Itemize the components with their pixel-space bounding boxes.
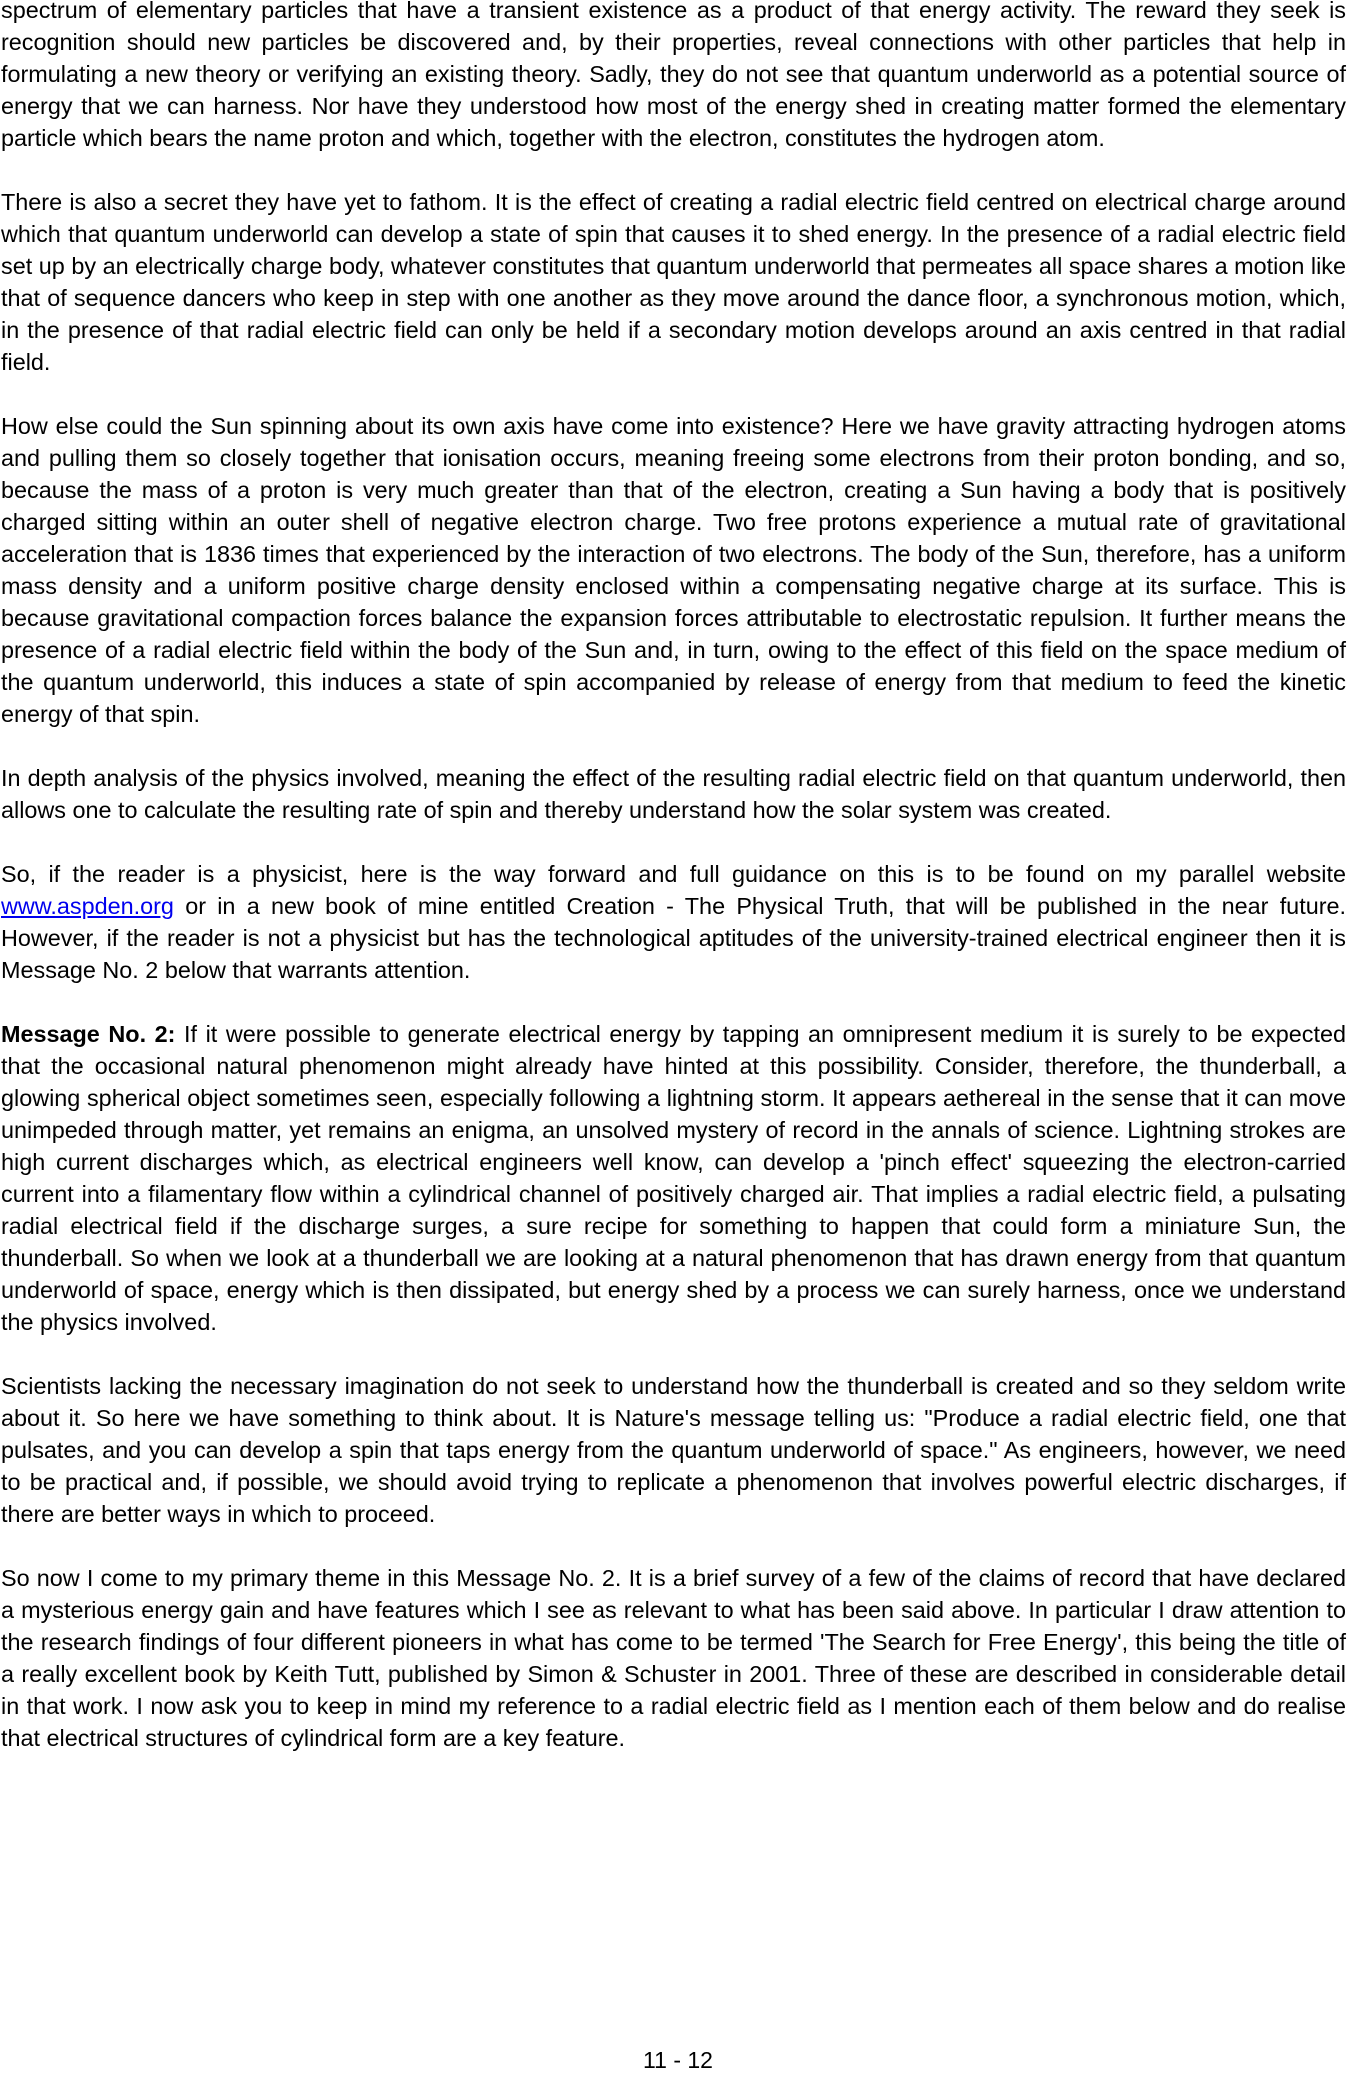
paragraph-3: How else could the Sun spinning about its own axis have come into existence? Here we have gravity attracting hydrogen atoms and pulling them so closely together that ionisation occurs, meaning freeing some electrons from their proton bonding, and so, because the mass of a proton is very much greater than that of the electron, creating a Sun having a body that is positively charged sitting within an outer shell of negative electron charge. Two free protons experience a mutual rate of gravitational acceleration that is 1836 times that experienced by the interaction of two electrons. The body of the Sun, therefore, has a uniform mass density and a uniform positive charge density enclosed within a compensating negative charge at its surface. This is because gravitational compaction forces balance the expansion forces attributable to electrostatic repulsion. It further means the presence of a radial electric field within the body of the Sun and, in turn, owing to the effect of this field on the space medium of the quantum underworld, this induces a state of spin accompanied by release of energy from that medium to feed the kinetic energy of that spin. [1,413,1346,727]
paragraph-5-text-before: So, if the reader is a physicist, here is the way forward and full guidance on this is to be found on my parallel website [1,861,1346,887]
paragraph-6 [1,1018,1346,1338]
paragraph-4: In depth analysis of the physics involved, meaning the effect of the resulting radial electric field on that quantum underworld, then allows one to calculate the resulting rate of spin and thereby understand how the solar system was created. [1,765,1346,823]
page-number: 11 - 12 [643,2047,713,2073]
paragraph-5 [1,858,1346,986]
document-body [1,0,1346,1754]
paragraph-2: There is also a secret they have yet to fathom. It is the effect of creating a radial electric field centred on electrical charge around which that quantum underworld can develop a state of spin that causes it to shed energy. In the presence of a radial electric field set up by an electrically charge body, whatever constitutes that quantum underworld that permeates all space shares a motion like that of sequence dancers who keep in step with one another as they move around the dance floor, a synchronous motion, which, in the presence of that radial electric field can only be held if a secondary motion develops around an axis centred in that radial field. [1,189,1346,375]
paragraph-5-text-after: or in a new book of mine entitled Creation - The Physical Truth, that will be published in the near future. However, if the reader is not a physicist but has the technological aptitudes of the university-trained electrical engineer then it is Message No. 2 below that warrants attention. [1,893,1346,983]
paragraph-7: Scientists lacking the necessary imagination do not seek to understand how the thunderball is created and so they seldom write about it. So here we have something to think about. It is Nature's message telling us: "Produce a radial electric field, one that pulsates, and you can develop a spin that taps energy from the quantum underworld of space." As engineers, however, we need to be practical and, if possible, we should avoid trying to replicate a phenomenon that involves powerful electric discharges, if there are better ways in which to proceed. [1,1373,1346,1527]
paragraph-1: spectrum of elementary particles that have a transient existence as a product of that energy activity. The reward they seek is recognition should new particles be discovered and, by their properties, reveal connections with other particles that help in formulating a new theory or verifying an existing theory. Sadly, they do not see that quantum underworld as a potential source of energy that we can harness. Nor have they understood how most of the energy shed in creating matter formed the elementary particle which bears the name proton and which, together with the electron, constitutes the hydrogen atom. [1,0,1346,151]
paragraph-6-text: If it were possible to generate electrical energy by tapping an omnipresent medium it is surely to be expected that the occasional natural phenomenon might already have hinted at this possibility. Consider, therefore, the thunderball, a glowing spherical object sometimes seen, especially following a lightning storm. It appears aethereal in the sense that it can move unimpeded through matter, yet remains an enigma, an unsolved mystery of record in the annals of science. Lightning strokes are high current discharges which, as electrical engineers well know, can develop a 'pinch effect' squeezing the electron-carried current into a filamentary flow within a cylindrical channel of positively charged air. That implies a radial electric field, a pulsating radial electrical field if the discharge surges, a sure recipe for something to happen that could form a miniature Sun, the thunderball. So when we look at a thunderball we are looking at a natural phenomenon that has drawn energy from that quantum underworld of space, energy which is then dissipated, but energy shed by a process we can surely harness, once we understand the physics involved. [1,1021,1346,1335]
paragraph-8: So now I come to my primary theme in this Message No. 2. It is a brief survey of a few of the claims of record that have declared a mysterious energy gain and have features which I see as relevant to what has been said above. In particular I draw attention to the research findings of four different pioneers in what has come to be termed 'The Search for Free Energy', this being the title of a really excellent book by Keith Tutt, published by Simon & Schuster in 2001. Three of these are described in considerable detail in that work. I now ask you to keep in mind my reference to a radial electric field as I mention each of them below and do realise that electrical structures of cylindrical form are a key feature. [1,1565,1346,1751]
message-2-heading: Message No. 2: [1,1021,176,1047]
aspden-website-link[interactable]: www.aspden.org [1,893,174,919]
